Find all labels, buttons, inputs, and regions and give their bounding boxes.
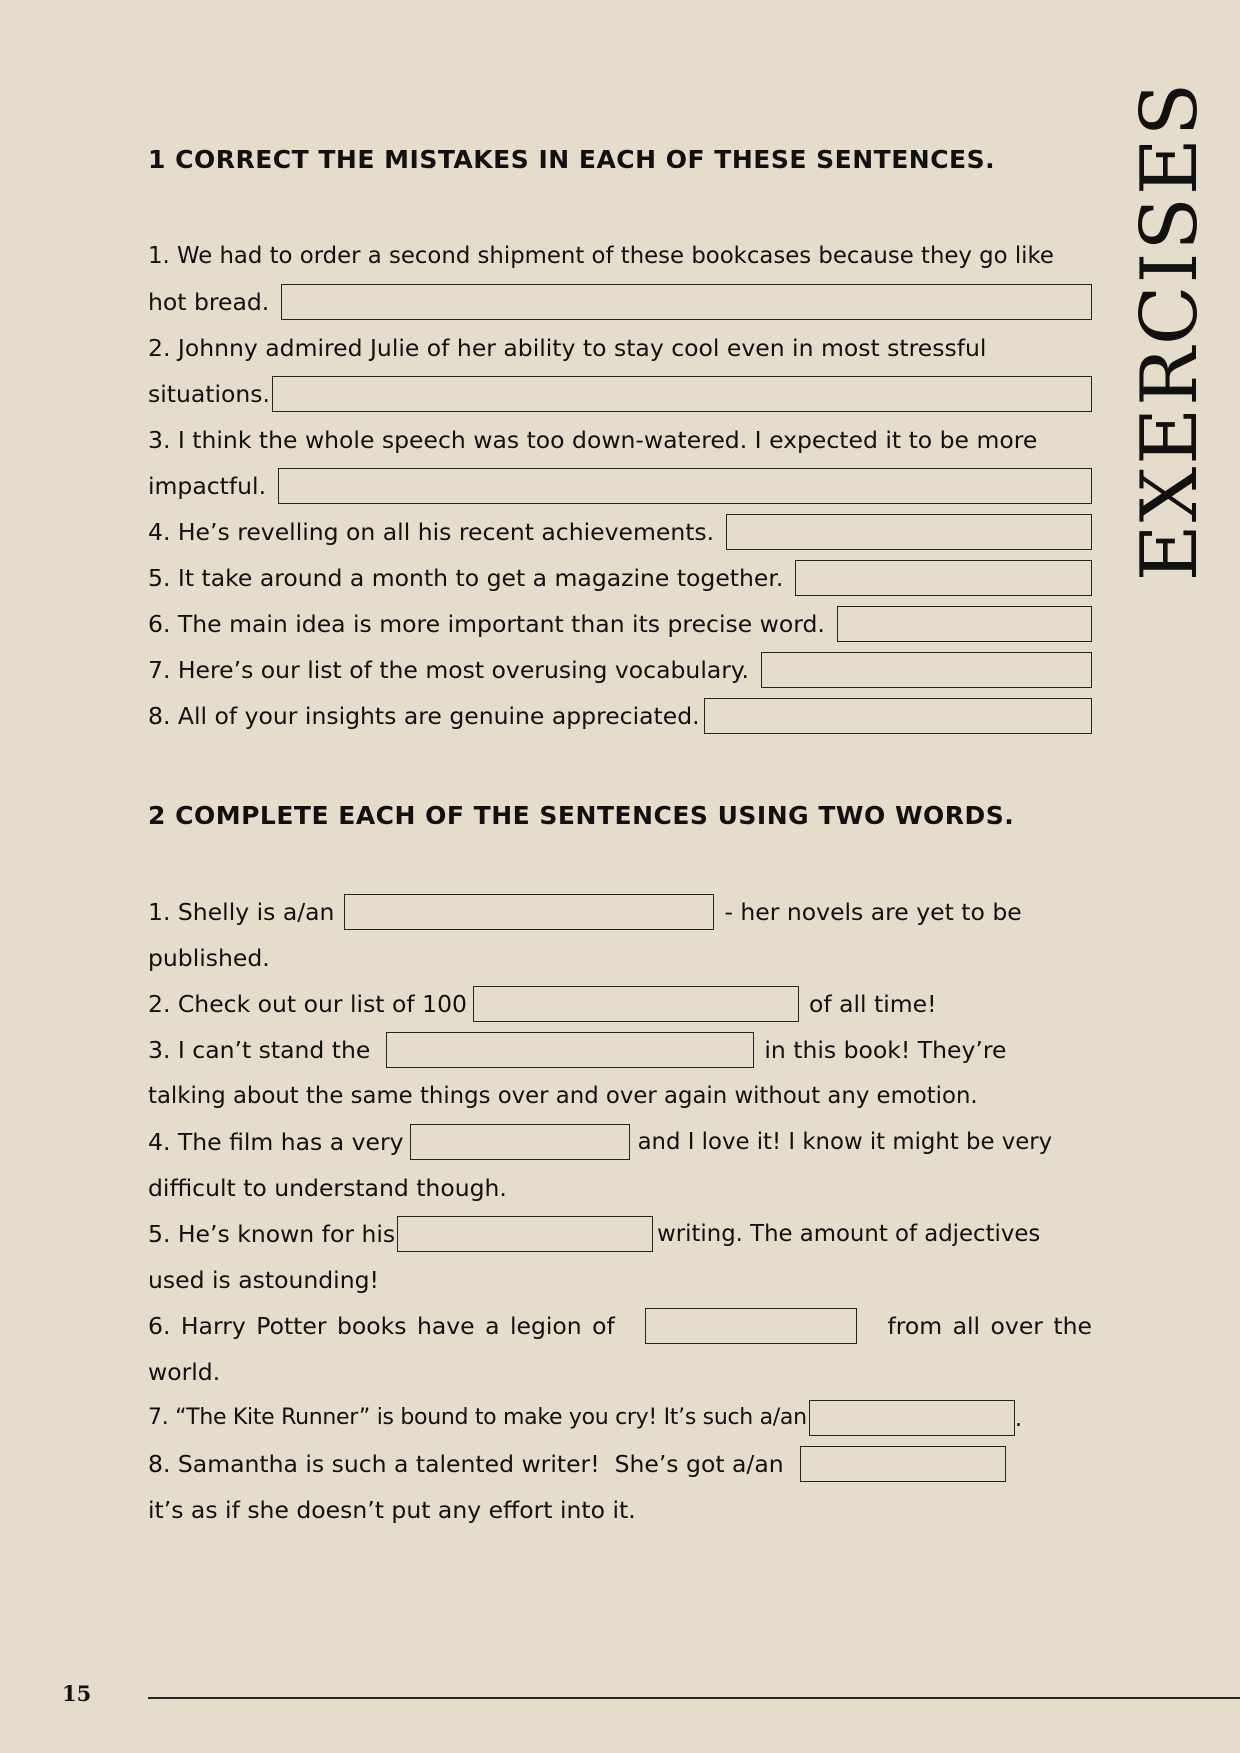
- s2-item2-text-b: of all time!: [808, 990, 937, 1018]
- s1-item2-text-cont: situations.: [148, 380, 271, 408]
- s2-item8-text-a: 8. Samantha is such a talented writer! She’s got a/an: [148, 1450, 784, 1478]
- s1-item5-text: 5. It take around a month to get a magazine together.: [148, 564, 784, 592]
- s2-answer-box-2[interactable]: [473, 986, 799, 1022]
- section2-heading: 2 COMPLETE EACH OF THE SENTENCES USING TWO WORDS.: [148, 801, 1015, 830]
- footer-divider: [148, 1697, 1240, 1699]
- s2-item6-text-b: from all over the: [887, 1312, 1092, 1340]
- s1-item4-text: 4. He’s revelling on all his recent achievements.: [148, 518, 715, 546]
- s2-item8-line2: [148, 1487, 1092, 1533]
- s1-item3-line1: [148, 417, 1092, 463]
- s1-item2-line2: [148, 371, 1092, 417]
- s1-item3-text-cont: impactful.: [148, 472, 267, 500]
- s1-item6: [148, 601, 1092, 647]
- s1-item7-text: 7. Here’s our list of the most overusing vocabulary.: [148, 656, 749, 684]
- s2-item4-text-a: 4. The film has a very: [148, 1128, 404, 1156]
- s1-item3-text: 3. I think the whole speech was too down-watered. I expected it to be more: [148, 426, 1038, 454]
- s1-item1-line2: [148, 279, 1092, 325]
- s1-answer-box-6[interactable]: [837, 606, 1092, 642]
- s1-answer-box-5[interactable]: [795, 560, 1092, 596]
- s1-answer-box-8[interactable]: [704, 698, 1092, 734]
- s2-item7-text-b: .: [1014, 1404, 1023, 1432]
- s2-answer-box-5[interactable]: [397, 1216, 653, 1252]
- s1-answer-box-1[interactable]: [281, 284, 1092, 320]
- s2-item5-text-a: 5. He’s known for his: [148, 1220, 396, 1248]
- s1-item2-text: 2. Johnny admired Julie of her ability to stay cool even in most stressful: [148, 334, 987, 362]
- s2-item8-line1: [148, 1441, 1092, 1487]
- s2-item6-line1: [148, 1303, 1092, 1349]
- s2-item5-line2: [148, 1257, 1092, 1303]
- s2-item1-text-b: - her novels are yet to be: [724, 898, 1022, 926]
- s2-item1-line1: [148, 889, 1092, 935]
- exercise-content: [148, 145, 1092, 1533]
- s2-item3-text-b: in this book! They’re: [764, 1036, 1007, 1064]
- s2-item5-text-c: used is astounding!: [148, 1266, 379, 1294]
- s1-item7: [148, 647, 1092, 693]
- s2-item7: [148, 1395, 1092, 1441]
- s2-item5-text-b: writing. The amount of adjectives: [657, 1221, 1041, 1247]
- s2-answer-box-1[interactable]: [344, 894, 714, 930]
- s2-item1-line2: [148, 935, 1092, 981]
- s2-answer-box-8[interactable]: [800, 1446, 1006, 1482]
- s1-item2-line1: [148, 325, 1092, 371]
- s1-item8: [148, 693, 1092, 739]
- s1-item1-text: 1. We had to order a second shipment of these bookcases because they go like: [148, 243, 1054, 269]
- s1-item1-line1: [148, 233, 1092, 279]
- s2-item1-text-a: 1. Shelly is a/an: [148, 898, 335, 926]
- s1-answer-box-2[interactable]: [272, 376, 1092, 412]
- s1-answer-box-7[interactable]: [761, 652, 1092, 688]
- section1-heading: 1 CORRECT THE MISTAKES IN EACH OF THESE SENTENCES.: [148, 145, 996, 174]
- s2-item8-text-b: it’s as if she doesn’t put any effort into it.: [148, 1496, 636, 1524]
- page-number: 15: [62, 1681, 92, 1706]
- s1-item8-text: 8. All of your insights are genuine appreciated.: [148, 702, 700, 730]
- s2-item6-line2: [148, 1349, 1092, 1395]
- s2-answer-box-7[interactable]: [809, 1400, 1015, 1436]
- s2-answer-box-4[interactable]: [410, 1124, 630, 1160]
- s2-item4-text-b: and I love it! I know it might be very: [637, 1129, 1053, 1155]
- s1-answer-box-3[interactable]: [278, 468, 1092, 504]
- s2-item3-text-c: talking about the same things over and over again without any emotion.: [148, 1083, 978, 1109]
- s2-answer-box-3[interactable]: [386, 1032, 754, 1068]
- s2-item2-text-a: 2. Check out our list of 100: [148, 990, 467, 1018]
- s2-answer-box-6[interactable]: [645, 1308, 857, 1344]
- s2-item4-line1: [148, 1119, 1092, 1165]
- s2-item7-text-a: 7. “The Kite Runner” is bound to make you cry! It’s such a/an: [148, 1405, 807, 1430]
- s2-item3-line2: [148, 1073, 1092, 1119]
- s2-item2: [148, 981, 1092, 1027]
- s2-item6-text-c: world.: [148, 1358, 221, 1386]
- side-title-text: EXERCISES: [1125, 80, 1215, 582]
- s2-item3-line1: [148, 1027, 1092, 1073]
- s2-item3-text-a: 3. I can’t stand the: [148, 1036, 371, 1064]
- s2-item5-line1: [148, 1211, 1092, 1257]
- s2-item6-text-a: 6. Harry Potter books have a legion of: [148, 1312, 615, 1340]
- s1-item4: [148, 509, 1092, 555]
- s1-item5: [148, 555, 1092, 601]
- s1-item1-text-cont: hot bread.: [148, 288, 270, 316]
- s2-item1-text-c: published.: [148, 944, 270, 972]
- s1-answer-box-4[interactable]: [726, 514, 1092, 550]
- s2-item4-text-c: difficult to understand though.: [148, 1174, 507, 1202]
- s1-item3-line2: [148, 463, 1092, 509]
- side-title: [1122, 80, 1218, 582]
- s1-item6-text: 6. The main idea is more important than its precise word.: [148, 610, 825, 638]
- s2-item4-line2: [148, 1165, 1092, 1211]
